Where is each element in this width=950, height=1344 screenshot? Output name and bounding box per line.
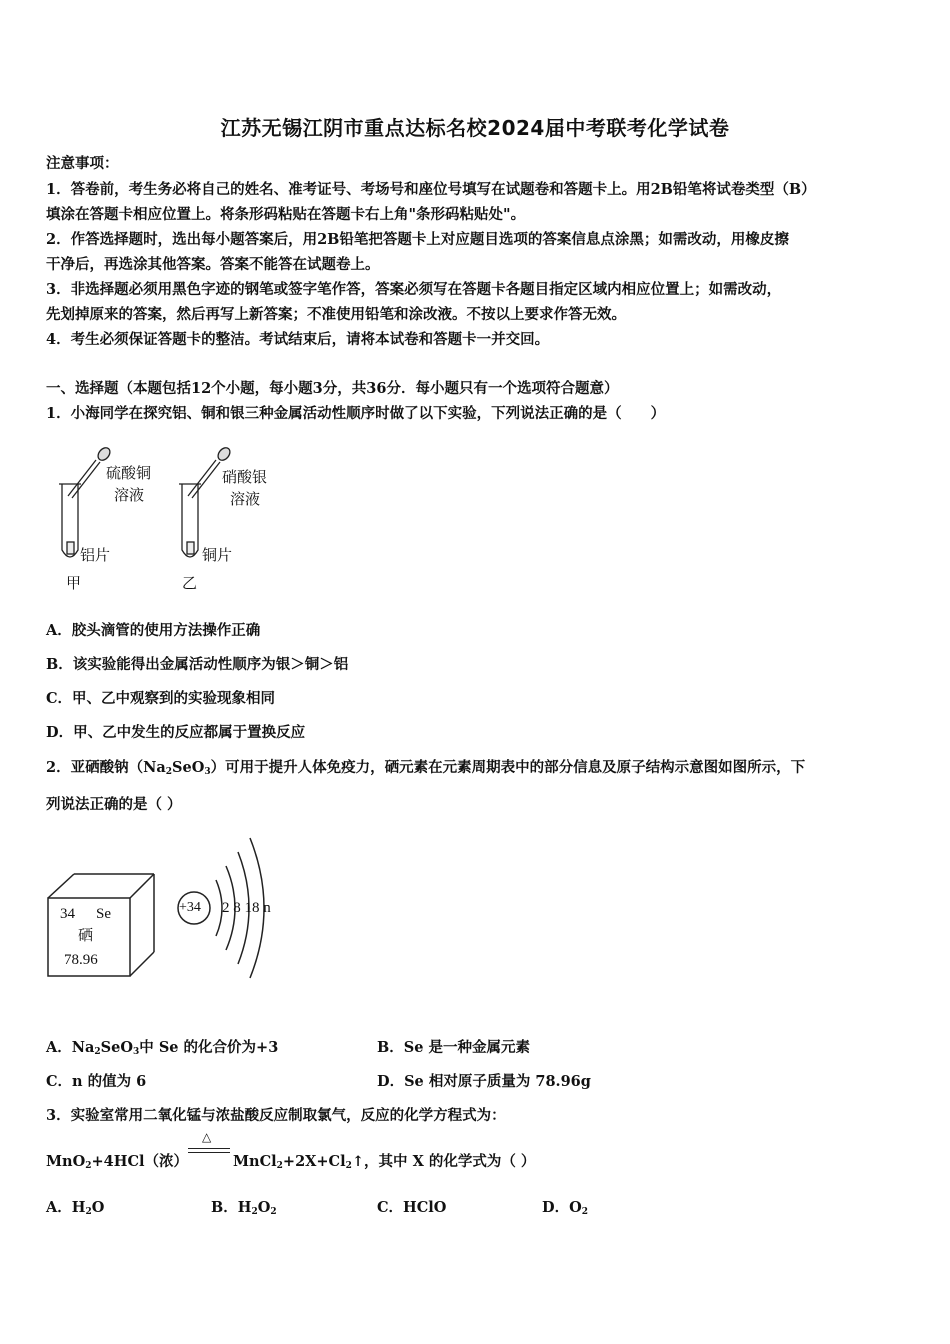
question-2-option-c: C．n 的值为 6 (46, 1073, 147, 1090)
atomic-mass: 78.96 (64, 952, 98, 968)
notice-line: 3．非选择题必须用黑色字迹的钢笔或签字笔作答，答案必须写在答题卡各题目指定区域内相应位置上；如需改动， (46, 281, 782, 298)
question-2-stem-line2: 列说法正确的是（ ） (46, 796, 182, 813)
question-1-option: A．胶头滴管的使用方法操作正确 (46, 622, 261, 639)
solution-label: 硫酸铜 (106, 464, 152, 482)
question-1-stem: 1．小海同学在探究铝、铜和银三种金属活动性顺序时做了以下实验，下列说法正确的是（ ） (46, 405, 666, 422)
nucleus-charge: +34 (179, 900, 201, 915)
tube-label: 甲 (66, 574, 82, 592)
tube-label: 乙 (182, 574, 198, 592)
metal-label: 铝片 (80, 546, 111, 564)
notice-heading: 注意事项： (46, 155, 119, 172)
question-3-stem: 3．实验室常用二氧化锰与浓盐酸反应制取氯气，反应的化学方程式为： (46, 1107, 506, 1124)
question-2-stem: 2．亚硒酸钠$(Na_2SeO_3)$可用于提升人体免疫力，硒元素在元素周期表中的部分信息及原子结构示意图如图所示，下 (46, 759, 806, 777)
solution-label: 硝酸银 (222, 468, 268, 486)
question-2-option-a: A．$Na_2SeO_3$中 Se 的化合价为+3 (46, 1039, 279, 1057)
notice-line: 4．考生必须保证答题卡的整洁。考试结束后，请将本试卷和答题卡一并交回。 (46, 331, 550, 348)
test-tube-figure (50, 438, 290, 598)
notice-line: 填涂在答题卡相应位置上。将条形码粘贴在答题卡右上角"条形码粘贴处"。 (46, 206, 526, 223)
metal-label: 铜片 (202, 546, 233, 564)
atomic-number: 34 (60, 906, 75, 922)
notice-line: 干净后，再选涂其他答案。答案不能答在试题卷上。 (46, 256, 380, 273)
question-2-option-b: B．Se 是一种金属元素 (377, 1039, 530, 1056)
notice-line: 2．作答选择题时，选出每小题答案后，用2B铅笔把答题卡上对应题目选项的答案信息点涂黑；如需改动，用橡皮擦 (46, 231, 789, 248)
equation-products: $MnCl_2+2X+Cl_2↑$，其中 X 的化学式为（ ） (233, 1153, 536, 1171)
question-3-option-d: D．$O_2$ (542, 1199, 588, 1217)
page-title: 江苏无锡江阴市重点达标名校2024届中考联考化学试卷 (220, 116, 730, 140)
element-name: 硒 (78, 926, 94, 944)
question-2-option-d: D．Se 相对原子质量为 78.96g (377, 1073, 591, 1090)
heat-symbol: △ (202, 1130, 212, 1144)
solution-label: 溶液 (230, 490, 261, 508)
question-1-option: B．该实验能得出金属活动性顺序为银＞铜＞铝 (46, 656, 349, 673)
question-3-option-c: C．HClO (377, 1199, 447, 1216)
section-heading: 一、选择题（本题包括12个小题，每小题3分，共36分．每小题只有一个选项符合题意） (46, 380, 619, 397)
equation-reactants: MnO$_2$+4HCl（浓） (46, 1153, 188, 1171)
question-3-option-b: B．$H_2O_2$ (211, 1199, 277, 1217)
solution-label: 溶液 (114, 486, 145, 504)
reaction-condition (188, 1130, 230, 1156)
question-1-option: D．甲、乙中发生的反应都属于置换反应 (46, 724, 306, 741)
element-symbol: Se (96, 906, 111, 922)
question-1-option: C．甲、乙中观察到的实验现象相同 (46, 690, 276, 707)
notice-line: 1．答卷前，考生务必将自己的姓名、准考证号、考场号和座位号填写在试题卷和答题卡上。用2B铅笔将试卷类型（B） (46, 181, 816, 198)
electron-shells: 2 8 18 n (222, 900, 271, 916)
notice-line: 先划掉原来的答案，然后再写上新答案；不准使用铅笔和涂改液。不按以上要求作答无效。 (46, 306, 626, 323)
question-3-option-a: A．$H_2O$ (46, 1199, 105, 1217)
